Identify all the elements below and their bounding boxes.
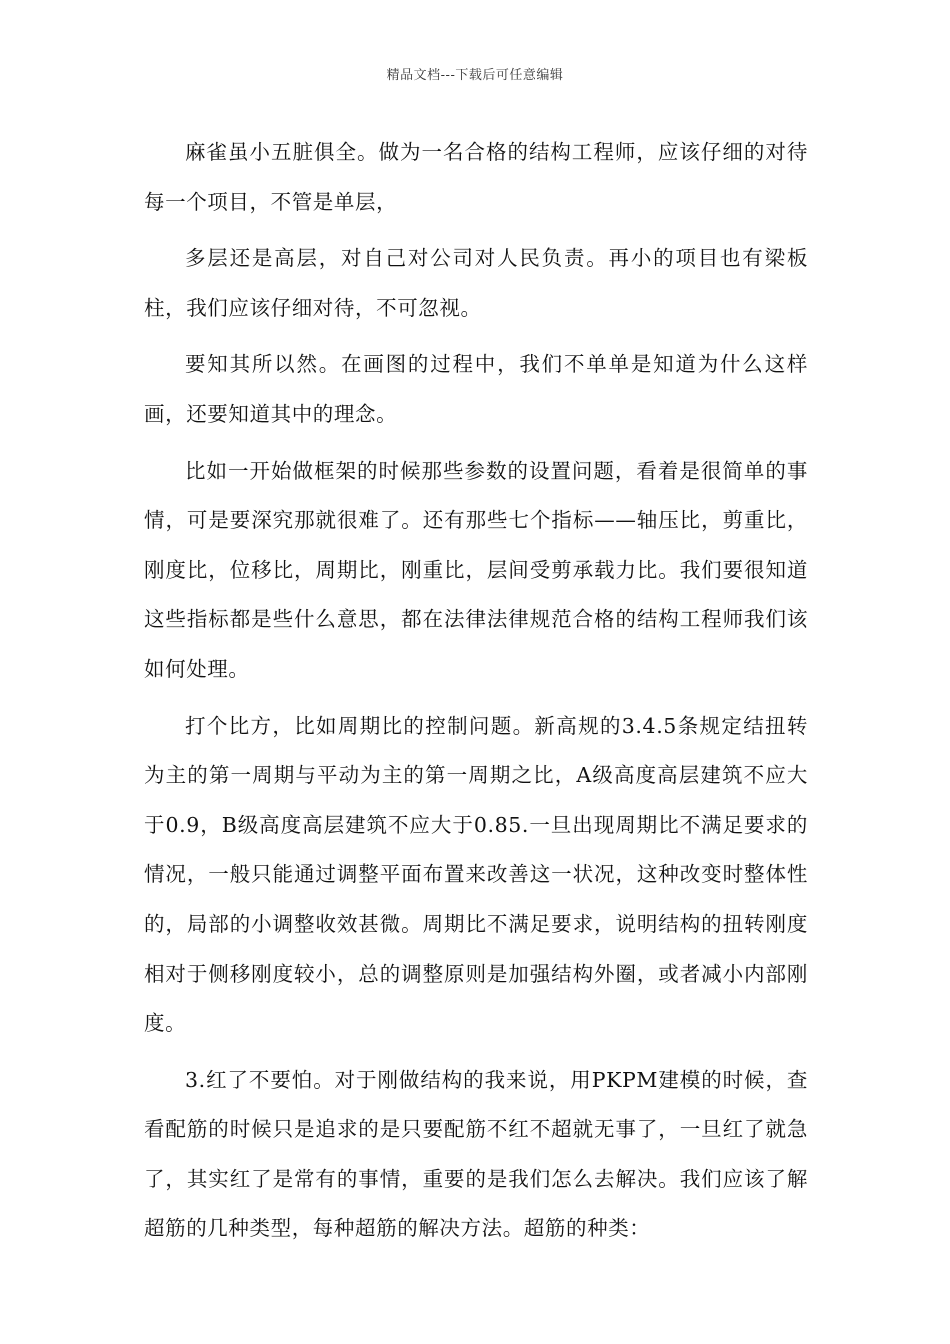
paragraph: 要知其所以然。在画图的过程中，我们不单单是知道为什么这样画，还要知道其中的理念。 xyxy=(144,352,808,426)
paragraph: 多层还是高层，对自己对公司对人民负责。再小的项目也有梁板柱，我们应该仔细对待，不可忽视。 xyxy=(144,246,808,320)
paragraph: 麻雀虽小五脏俱全。做为一名合格的结构工程师，应该仔细的对待每一个项目，不管是单层， xyxy=(144,140,808,214)
page-header: 精品文档---下载后可任意编辑 xyxy=(386,68,564,83)
paragraph: 比如一开始做框架的时候那些参数的设置问题，看着是很简单的事情，可是要深究那就很难了。还有那些七个指标——轴压比，剪重比，刚度比，位移比，周期比，刚重比，层间受剪承载力比。我们要很知道这些指标都是些什么意思，都在法律法律规范合格的结构工程师我们该如何处理。 xyxy=(144,458,808,681)
paragraph: 3.红了不要怕。对于刚做结构的我来说，用PKPM建模的时候，查看配筋的时候只是追求的是只要配筋不红不超就无事了，一旦红了就急了，其实红了是常有的事情，重要的是我们怎么去解决。我们应该了解超筋的几种类型，每种超筋的解决方法。超筋的种类： xyxy=(144,1067,808,1241)
paragraph: 打个比方，比如周期比的控制问题。新高规的3.4.5条规定结扭转为主的第一周期与平动为主的第一周期之比，A级高度高层建筑不应大于0.9，B级高度高层建筑不应大于0.85.一旦出现周期比不满足要求的情况，一般只能通过调整平面布置来改善这一状况，这种改变时整体性的，局部的小调整收效甚微。周期比不满足要求，说明结构的扭转刚度相对于侧移刚度较小，总的调整原则是加强结构外圈，或者减小内部刚度。 xyxy=(144,713,808,1036)
document-body xyxy=(144,128,808,1261)
